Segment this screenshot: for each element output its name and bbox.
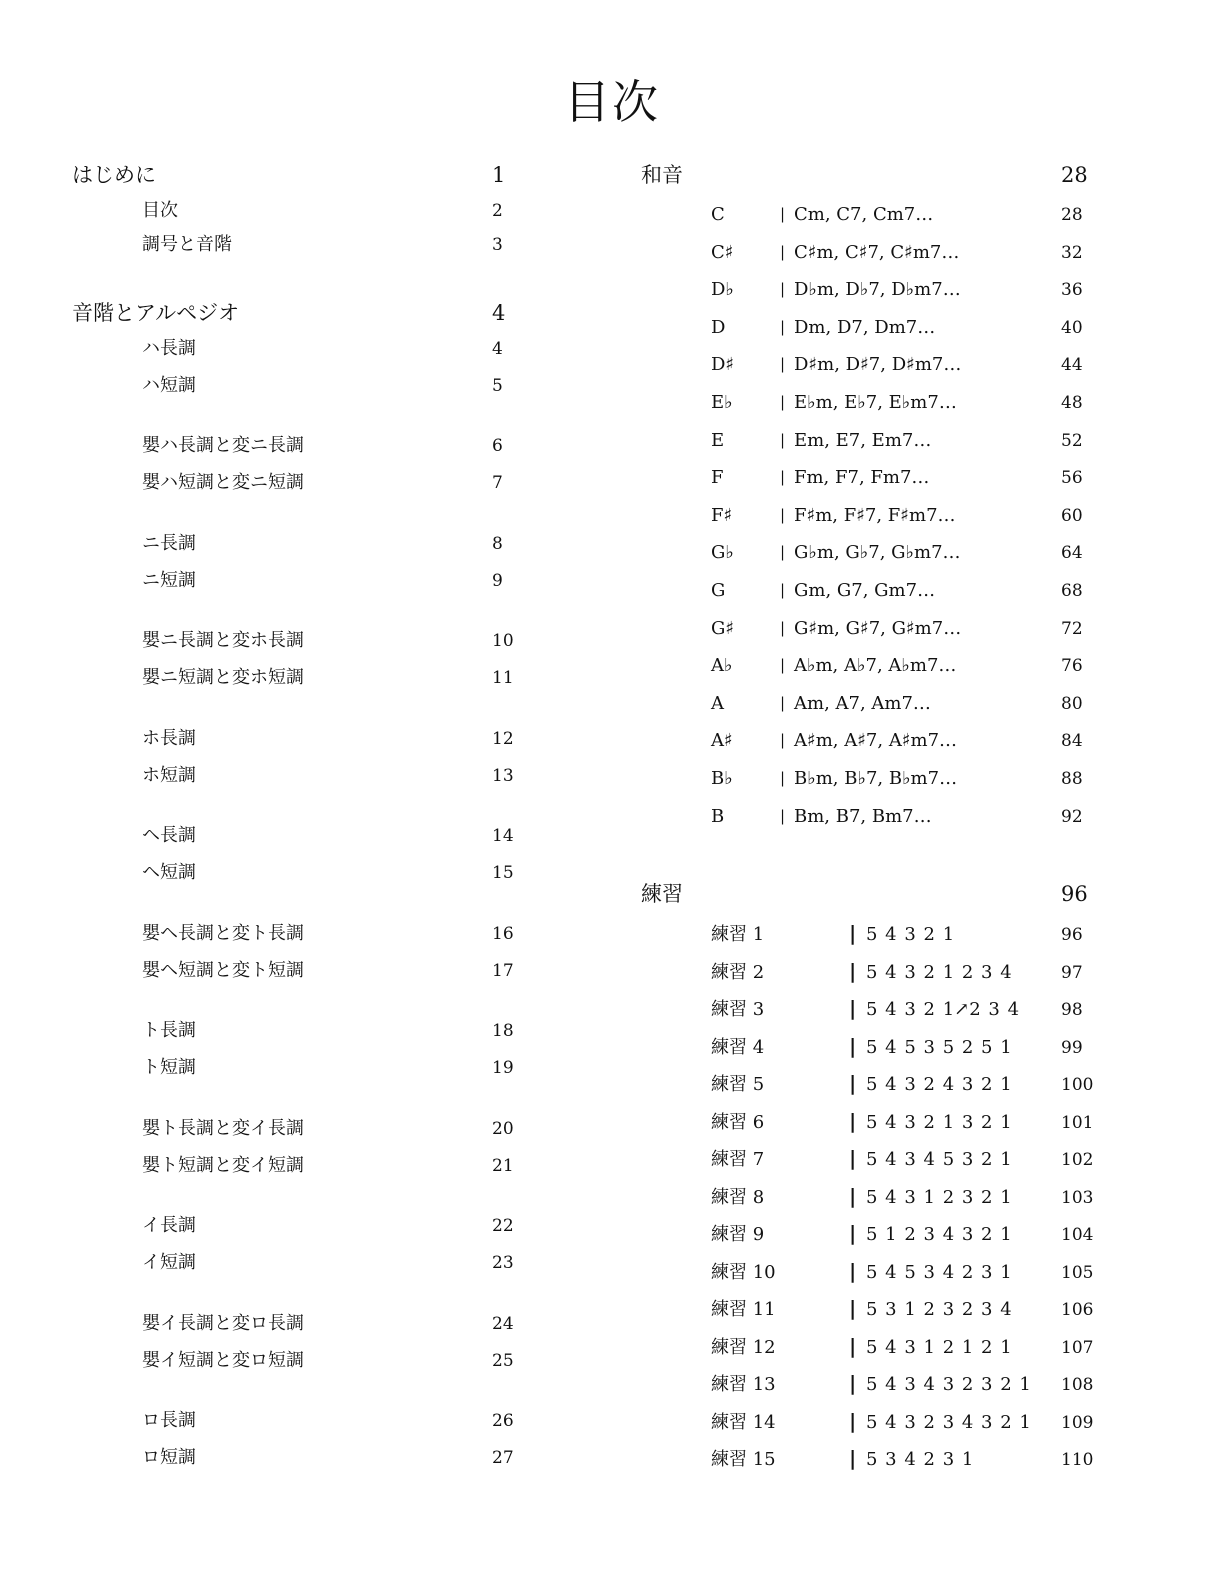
- toc-entry-page-number: 11: [492, 668, 514, 688]
- fingering-sequence: 5 4 3 2 1 2 3 4: [866, 961, 1012, 983]
- toc-entry[interactable]: ロ長調: [142, 1410, 196, 1431]
- toc-entry-page-number: 56: [1061, 468, 1083, 489]
- separator: |: [780, 280, 786, 299]
- separator: |: [780, 693, 786, 712]
- exercise-entry[interactable]: 練習 9: [711, 1224, 765, 1245]
- fingering-sequence: 5 4 5 3 5 2 5 1: [866, 1036, 1012, 1058]
- separator: |: [849, 1408, 857, 1433]
- separator: |: [849, 1108, 857, 1133]
- toc-entry-page-number: 96: [1061, 925, 1083, 945]
- toc-entry-page-number: 18: [492, 1021, 514, 1041]
- toc-entry[interactable]: 嬰ハ長調と変ニ長調: [142, 435, 304, 456]
- separator: |: [780, 618, 786, 637]
- fingering-sequence: 5 4 3 2 4 3 2 1: [866, 1074, 1012, 1095]
- toc-entry[interactable]: ニ長調: [142, 533, 196, 554]
- chord-key[interactable]: C: [711, 204, 725, 225]
- toc-entry-page-number: 12: [492, 729, 514, 749]
- section-page-number: 1: [492, 163, 506, 187]
- chord-key[interactable]: B♭: [711, 768, 733, 789]
- toc-entry[interactable]: 嬰ヘ長調と変ト長調: [142, 923, 304, 944]
- fingering-sequence: 5 4 3 1 2 3 2 1: [866, 1186, 1012, 1208]
- toc-entry-page-number: 9: [492, 571, 503, 591]
- toc-entry-page-number: 72: [1061, 618, 1083, 639]
- toc-entry-page-number: 13: [492, 766, 514, 786]
- exercise-entry[interactable]: 練習 13: [711, 1374, 776, 1395]
- exercise-entry[interactable]: 練習 2: [711, 961, 765, 983]
- section-page-number: 4: [492, 301, 506, 325]
- separator: |: [780, 393, 786, 411]
- toc-entry[interactable]: 嬰イ長調と変ロ長調: [142, 1313, 304, 1334]
- toc-entry-page-number: 24: [492, 1314, 514, 1334]
- chord-list: Am, A7, Am7…: [794, 692, 931, 714]
- toc-entry-page-number: 64: [1061, 543, 1083, 564]
- toc-entry[interactable]: 調号と音階: [142, 234, 232, 255]
- chord-list: D♯m, D♯7, D♯m7…: [794, 354, 962, 376]
- toc-entry-page-number: 16: [492, 924, 514, 944]
- toc-entry-page-number: 80: [1061, 693, 1083, 714]
- separator: |: [849, 921, 857, 945]
- toc-entry-page-number: 15: [492, 863, 514, 883]
- separator: |: [849, 1033, 857, 1058]
- toc-entry-page-number: 52: [1061, 430, 1083, 451]
- chord-key[interactable]: A♭: [711, 655, 733, 677]
- separator: |: [849, 1371, 857, 1395]
- separator: |: [849, 1221, 857, 1245]
- exercise-entry[interactable]: 練習 15: [711, 1449, 776, 1470]
- toc-entry-page-number: 7: [492, 473, 503, 493]
- exercise-entry[interactable]: 練習 5: [711, 1074, 765, 1095]
- chord-list: A♭m, A♭7, A♭m7…: [794, 655, 957, 677]
- separator: |: [780, 581, 786, 599]
- chord-key[interactable]: D♭: [711, 279, 734, 301]
- toc-entry[interactable]: 目次: [142, 200, 178, 221]
- toc-entry[interactable]: ハ短調: [142, 375, 196, 396]
- chord-list: E♭m, E♭7, E♭m7…: [794, 392, 957, 413]
- toc-entry-page-number: 21: [492, 1156, 514, 1176]
- toc-entry-page-number: 17: [492, 961, 514, 981]
- fingering-sequence: 5 4 3 2 1↗2 3 4: [866, 999, 1020, 1020]
- toc-entry-page-number: 68: [1061, 581, 1083, 601]
- separator: |: [849, 1296, 857, 1320]
- chord-list: Em, E7, Em7…: [794, 429, 932, 451]
- separator: |: [780, 543, 786, 562]
- separator: |: [849, 1258, 857, 1283]
- chord-list: Fm, F7, Fm7…: [794, 467, 930, 489]
- toc-entry[interactable]: 嬰ハ短調と変ニ短調: [142, 472, 304, 493]
- toc-entry-page-number: 106: [1061, 1300, 1094, 1320]
- toc-entry-page-number: 26: [492, 1411, 514, 1431]
- exercise-entry[interactable]: 練習 6: [711, 1111, 765, 1133]
- toc-entry[interactable]: 嬰イ短調と変ロ短調: [142, 1350, 304, 1371]
- chord-key[interactable]: F♯: [711, 504, 733, 526]
- exercise-entry[interactable]: 練習 8: [711, 1186, 765, 1208]
- toc-entry[interactable]: ニ短調: [142, 570, 196, 591]
- toc-entry-page-number: 27: [492, 1448, 514, 1468]
- fingering-sequence: 5 1 2 3 4 3 2 1: [866, 1224, 1012, 1245]
- toc-entry-page-number: 28: [1061, 205, 1083, 225]
- chord-key[interactable]: B: [711, 805, 725, 827]
- toc-entry-page-number: 25: [492, 1351, 514, 1371]
- toc-entry[interactable]: イ短調: [142, 1252, 196, 1273]
- toc-entry-page-number: 8: [492, 534, 503, 554]
- toc-entry[interactable]: ヘ短調: [142, 862, 196, 883]
- separator: |: [780, 656, 786, 675]
- toc-entry-page-number: 109: [1061, 1412, 1094, 1433]
- chord-list: Dm, D7, Dm7…: [794, 316, 936, 338]
- separator: |: [849, 1183, 857, 1208]
- separator: |: [780, 468, 786, 487]
- toc-entry-page-number: 32: [1061, 242, 1083, 263]
- toc-entry-page-number: 97: [1061, 962, 1083, 983]
- toc-entry-page-number: 5: [492, 376, 503, 396]
- section-page-number: 96: [1061, 882, 1088, 906]
- separator: |: [849, 1446, 857, 1470]
- separator: |: [780, 355, 786, 374]
- toc-entry-page-number: 36: [1061, 280, 1083, 301]
- toc-entry-page-number: 48: [1061, 393, 1083, 413]
- toc-entry[interactable]: ホ短調: [142, 765, 196, 786]
- toc-entry-page-number: 99: [1061, 1037, 1083, 1058]
- toc-entry[interactable]: 嬰ニ短調と変ホ短調: [142, 667, 304, 688]
- chord-list: G♯m, G♯7, G♯m7…: [794, 617, 962, 639]
- section-title[interactable]: 和音: [641, 163, 683, 187]
- chord-key[interactable]: G♯: [711, 617, 735, 639]
- separator: |: [780, 430, 786, 449]
- separator: |: [780, 505, 786, 524]
- chord-key[interactable]: A♯: [711, 730, 733, 752]
- chord-key[interactable]: G: [711, 580, 726, 601]
- fingering-sequence: 5 4 3 4 5 3 2 1: [866, 1149, 1012, 1170]
- chord-list: Gm, G7, Gm7…: [794, 580, 936, 601]
- toc-entry-page-number: 2: [492, 201, 503, 221]
- exercise-entry[interactable]: 練習 3: [711, 999, 765, 1020]
- toc-entry-page-number: 44: [1061, 355, 1083, 376]
- section-title[interactable]: はじめに: [72, 163, 156, 187]
- separator: |: [780, 769, 786, 787]
- toc-entry-page-number: 23: [492, 1253, 514, 1273]
- fingering-sequence: 5 3 1 2 3 2 3 4: [866, 1299, 1012, 1320]
- toc-entry-page-number: 4: [492, 339, 503, 359]
- chord-list: D♭m, D♭7, D♭m7…: [794, 279, 961, 301]
- toc-entry-page-number: 40: [1061, 317, 1083, 338]
- toc-entry-page-number: 6: [492, 436, 503, 456]
- chord-key[interactable]: D: [711, 316, 726, 338]
- toc-entry-page-number: 100: [1061, 1075, 1094, 1095]
- toc-entry[interactable]: ハ長調: [142, 338, 196, 359]
- toc-entry-page-number: 20: [492, 1119, 514, 1139]
- chord-list: G♭m, G♭7, G♭m7…: [794, 542, 961, 564]
- toc-entry[interactable]: 嬰ニ長調と変ホ長調: [142, 630, 304, 651]
- toc-entry-page-number: 110: [1061, 1450, 1094, 1470]
- toc-entry[interactable]: ホ長調: [142, 728, 196, 749]
- chord-list: A♯m, A♯7, A♯m7…: [794, 730, 958, 752]
- exercise-entry[interactable]: 練習 7: [711, 1149, 765, 1170]
- chord-key[interactable]: E♭: [711, 392, 733, 413]
- toc-entry[interactable]: ト短調: [142, 1057, 196, 1078]
- toc-entry[interactable]: 嬰ヘ短調と変ト短調: [142, 960, 304, 981]
- toc-entry-page-number: 101: [1061, 1112, 1094, 1133]
- separator: |: [780, 242, 786, 261]
- toc-entry-page-number: 102: [1061, 1150, 1094, 1170]
- toc-entry-page-number: 84: [1061, 731, 1083, 752]
- fingering-sequence: 5 4 3 2 1: [866, 924, 955, 945]
- separator: |: [780, 205, 786, 223]
- exercise-entry[interactable]: 練習 12: [711, 1336, 776, 1358]
- toc-entry-page-number: 10: [492, 631, 514, 651]
- chord-list: C♯m, C♯7, C♯m7…: [794, 241, 960, 263]
- section-page-number: 28: [1061, 163, 1088, 187]
- toc-entry[interactable]: イ長調: [142, 1215, 196, 1236]
- chord-list: Bm, B7, Bm7…: [794, 805, 932, 827]
- toc-entry-page-number: 98: [1061, 1000, 1083, 1020]
- toc-entry-page-number: 3: [492, 235, 503, 255]
- toc-entry-page-number: 108: [1061, 1375, 1094, 1395]
- toc-entry-page-number: 76: [1061, 656, 1083, 677]
- fingering-sequence: 5 4 3 4 3 2 3 2 1: [866, 1374, 1031, 1395]
- toc-entry-page-number: 14: [492, 826, 514, 846]
- separator: |: [849, 1333, 857, 1358]
- toc-entry-page-number: 104: [1061, 1225, 1094, 1245]
- chord-key[interactable]: G♭: [711, 542, 734, 564]
- exercise-entry[interactable]: 練習 11: [711, 1299, 776, 1320]
- exercise-entry[interactable]: 練習 14: [711, 1411, 776, 1433]
- toc-entry-page-number: 22: [492, 1216, 514, 1236]
- fingering-sequence: 5 4 5 3 4 2 3 1: [866, 1261, 1012, 1283]
- chord-list: F♯m, F♯7, F♯m7…: [794, 504, 956, 526]
- chord-list: Cm, C7, Cm7…: [794, 204, 934, 225]
- exercise-entry[interactable]: 練習 10: [711, 1261, 776, 1283]
- fingering-sequence: 5 4 3 2 1 3 2 1: [866, 1111, 1012, 1133]
- toc-entry-page-number: 103: [1061, 1187, 1094, 1208]
- separator: |: [780, 731, 786, 750]
- chord-key[interactable]: F: [711, 467, 724, 489]
- separator: |: [849, 958, 857, 983]
- toc-entry-page-number: 105: [1061, 1262, 1094, 1283]
- toc-entry-page-number: 92: [1061, 806, 1083, 827]
- separator: |: [849, 1146, 857, 1170]
- page-title: 目次: [564, 75, 660, 129]
- toc-entry[interactable]: ロ短調: [142, 1447, 196, 1468]
- section-title[interactable]: 音階とアルペジオ: [72, 301, 240, 325]
- separator: |: [849, 1071, 857, 1095]
- exercise-entry[interactable]: 練習 1: [711, 924, 765, 945]
- separator: |: [780, 806, 786, 825]
- fingering-sequence: 5 3 4 2 3 1: [866, 1449, 974, 1470]
- toc-entry-page-number: 19: [492, 1058, 514, 1078]
- chord-key[interactable]: E: [711, 429, 725, 451]
- section-title[interactable]: 練習: [641, 882, 683, 906]
- fingering-sequence: 5 4 3 2 3 4 3 2 1: [866, 1411, 1031, 1433]
- toc-entry-page-number: 107: [1061, 1337, 1094, 1358]
- fingering-sequence: 5 4 3 1 2 1 2 1: [866, 1336, 1012, 1358]
- toc-entry[interactable]: ト長調: [142, 1020, 196, 1041]
- chord-list: B♭m, B♭7, B♭m7…: [794, 768, 958, 789]
- toc-entry-page-number: 60: [1061, 505, 1083, 526]
- toc-entry[interactable]: 嬰ト長調と変イ長調: [142, 1118, 304, 1139]
- toc-entry[interactable]: ヘ長調: [142, 825, 196, 846]
- separator: |: [780, 317, 786, 336]
- toc-entry[interactable]: 嬰ト短調と変イ短調: [142, 1155, 304, 1176]
- chord-key[interactable]: A: [711, 692, 724, 714]
- chord-key[interactable]: C♯: [711, 241, 734, 263]
- chord-key[interactable]: D♯: [711, 354, 735, 376]
- separator: |: [849, 996, 857, 1020]
- exercise-entry[interactable]: 練習 4: [711, 1036, 765, 1058]
- toc-entry-page-number: 88: [1061, 769, 1083, 789]
